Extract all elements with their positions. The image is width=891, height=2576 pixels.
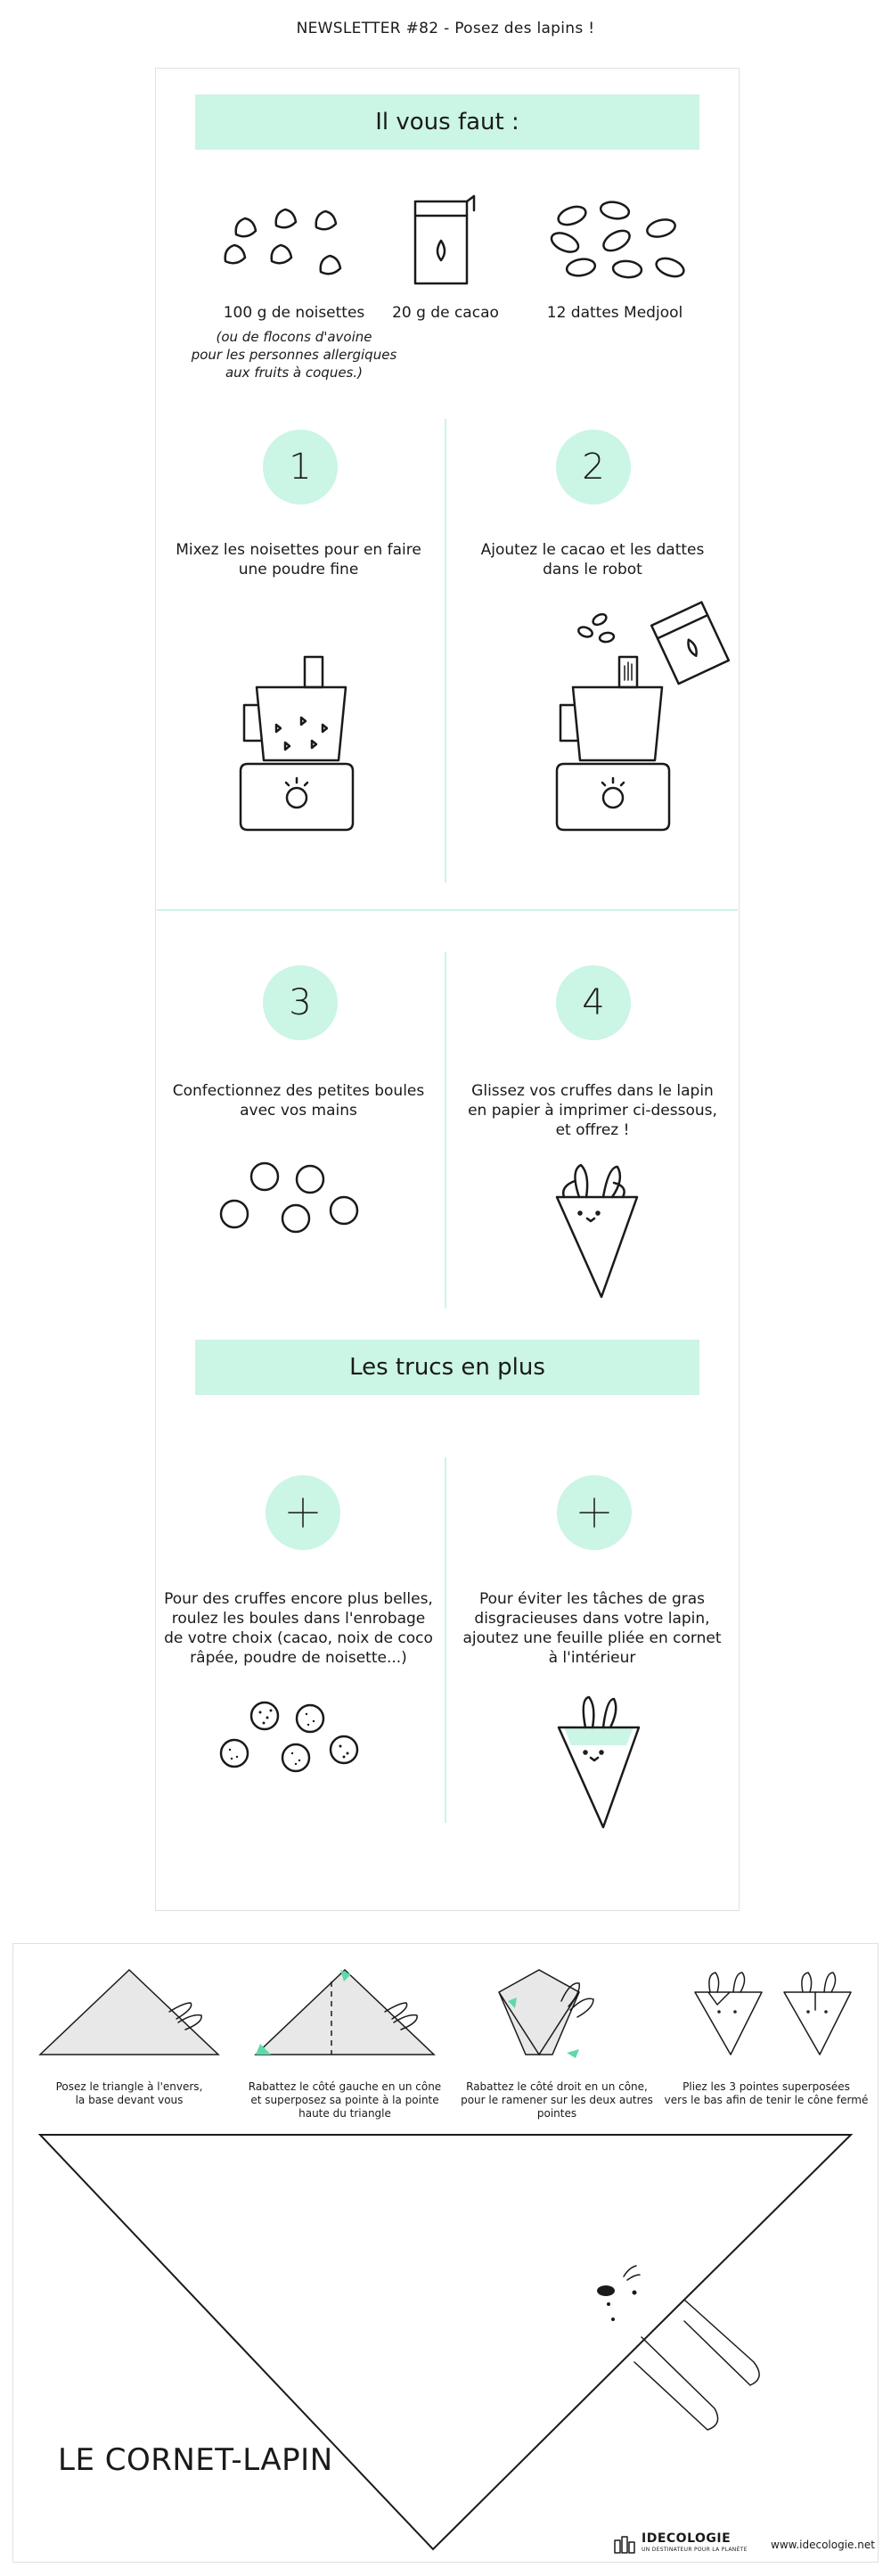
extra-2-text	[456, 1589, 728, 1668]
instruction-line: vers le bas afin de tenir le cône fermé	[664, 2094, 869, 2106]
instruction-line: et superposez sa pointe à la pointe	[250, 2094, 439, 2106]
step-line: Mixez les noisettes pour en faire	[176, 541, 421, 559]
fold-step-4-icon	[691, 1965, 860, 2063]
newsletter-header: NEWSLETTER #82 - Posez des lapins !	[296, 20, 595, 37]
extra-line: ajoutez une feuille pliée en cornet	[462, 1629, 722, 1647]
extra-line: Pour éviter les tâches de gras	[478, 1590, 706, 1608]
step-line: une poudre fine	[238, 561, 359, 578]
plus-icon	[557, 1475, 632, 1550]
section-divider	[157, 909, 738, 911]
truffle-balls-icon	[214, 1159, 370, 1239]
instruction-line: pour le ramener sur les deux autres	[461, 2094, 653, 2106]
step-3-text	[160, 1081, 437, 1120]
ingredients-banner	[195, 94, 699, 150]
hazelnuts-icon	[218, 201, 352, 290]
ingredient-cocoa-label: 20 g de cacao	[392, 304, 499, 322]
blender-hazelnuts-icon	[223, 655, 356, 842]
extras-title: Les trucs en plus	[349, 1354, 545, 1381]
step-2-text	[463, 540, 722, 579]
ingredient-hazelnuts-label: 100 g de noisettes	[223, 304, 365, 322]
website-link[interactable]: www.idecologie.net	[771, 2539, 875, 2551]
extra-line: Pour des cruffes encore plus belles,	[164, 1590, 433, 1608]
fold-step-2-icon	[251, 1965, 438, 2063]
fold-instruction-1	[36, 2080, 223, 2107]
step-line: Confectionnez des petites boules	[172, 1082, 425, 1100]
plus-icon	[266, 1475, 340, 1550]
fold-instruction-4	[659, 2080, 873, 2107]
brand-tagline: UN DESTINATEUR POUR LA PLANÈTE	[642, 2547, 748, 2553]
extra-line: râpée, poudre de noisette...)	[190, 1649, 407, 1667]
instruction-line: Pliez les 3 pointes superposées	[683, 2080, 850, 2093]
column-divider	[445, 419, 446, 882]
note-line: aux fruits à coques.)	[225, 365, 363, 381]
note-line: (ou de flocons d'avoine	[216, 329, 372, 345]
cocoa-box-icon	[408, 194, 479, 288]
instruction-line: Rabattez le côté droit en un cône,	[466, 2080, 648, 2093]
bunny-cone-truffles-icon	[548, 1163, 646, 1301]
extras-banner	[195, 1340, 699, 1395]
template-title: LE CORNET-LAPIN	[58, 2442, 333, 2478]
extra-1-plus-circle	[266, 1475, 340, 1550]
extra-1-text	[156, 1589, 441, 1668]
step-line: avec vos mains	[240, 1102, 357, 1120]
fold-step-3-icon	[490, 1965, 633, 2063]
coated-truffles-icon	[214, 1698, 370, 1778]
column-divider	[445, 1457, 446, 1823]
column-divider	[445, 952, 446, 1309]
fold-instruction-3	[450, 2080, 664, 2121]
extra-line: à l'intérieur	[548, 1649, 636, 1667]
extra-line: disgracieuses dans votre lapin,	[474, 1610, 710, 1628]
fold-step-1-icon	[36, 1965, 223, 2063]
instruction-line: Rabattez le côté gauche en un cône	[248, 2080, 442, 2093]
step-1-text	[165, 540, 432, 579]
ingredient-dates-label: 12 dattes Medjool	[546, 304, 683, 322]
step-line: Glissez vos cruffes dans le lapin	[471, 1082, 714, 1100]
bunny-triangle-template	[36, 2130, 860, 2558]
dates-icon	[545, 196, 692, 290]
ingredients-title: Il vous faut :	[375, 109, 519, 135]
fold-instruction-2	[238, 2080, 452, 2121]
ingredient-note	[178, 328, 410, 381]
step-line: Ajoutez le cacao et les dattes	[480, 541, 705, 559]
extra-line: de votre choix (cacao, noix de coco	[164, 1629, 433, 1647]
extra-line: roulez les boules dans l'enrobage	[171, 1610, 426, 1628]
step-4-text	[459, 1081, 726, 1140]
instruction-line: haute du triangle	[298, 2107, 391, 2120]
step-2-circle: 2	[556, 430, 631, 505]
step-1-circle: 1	[263, 430, 338, 505]
step-4-circle: 4	[556, 965, 631, 1040]
extra-2-plus-circle	[557, 1475, 632, 1550]
step-line: en papier à imprimer ci-dessous,	[468, 1102, 717, 1120]
instruction-line: pointes	[536, 2107, 577, 2120]
step-3-circle: 3	[263, 965, 338, 1040]
blender-cocoa-dates-icon	[530, 593, 744, 842]
step-line: dans le robot	[543, 561, 642, 578]
step-line: et offrez !	[555, 1121, 630, 1139]
bunny-cone-liner-icon	[550, 1694, 648, 1832]
instruction-line: Posez le triangle à l'envers,	[55, 2080, 203, 2093]
brand-name: IDECOLOGIE	[642, 2531, 732, 2546]
instruction-line: la base devant vous	[75, 2094, 184, 2106]
note-line: pour les personnes allergiques	[191, 347, 397, 363]
idecologie-logo-icon	[613, 2533, 634, 2555]
